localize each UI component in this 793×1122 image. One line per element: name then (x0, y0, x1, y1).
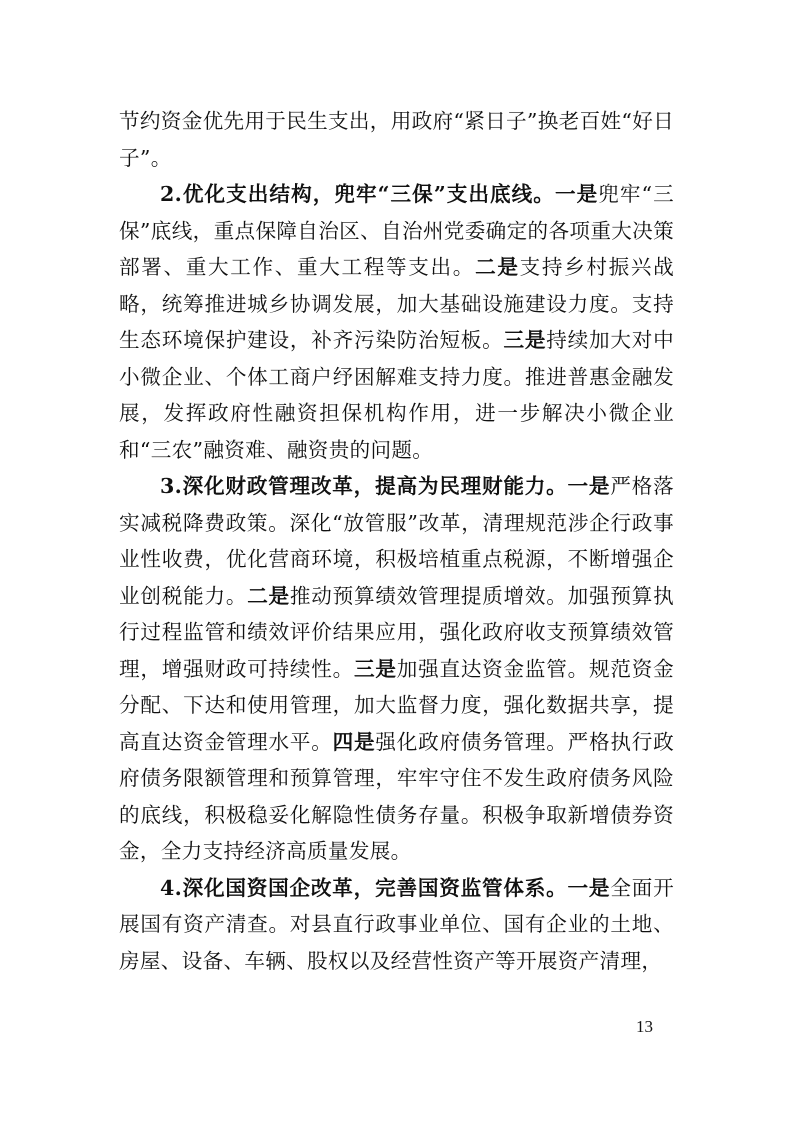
section-heading: 2.优化支出结构，兜牢“三保”支出底线。一是 (160, 182, 599, 206)
enumeration-marker: 二是 (247, 583, 290, 608)
section-heading: 4.深化国资国企改革，完善国资监管体系。一是 (160, 875, 611, 900)
text-run: 推动预算绩效管理提质增效。加强预算执行过程监管和绩效评价结果应用，强化政府收支预算绩效管理，增强财政可持续性。 (119, 583, 674, 681)
enumeration-marker: 三是 (354, 656, 397, 681)
text-run: 严格落实减税降费政策。深化“放管服”改革，清理规范涉企行政事业性收费，优化营商环境，积极培植重点税源，不断增强企业创税能力。 (119, 474, 674, 608)
text-run: 兜牢“三保”底线，重点保障自治区、自治州党委确定的各项重大决策部署、重大工作、重大工程等支出。 (119, 182, 674, 279)
text-run: 持续加大对中小微企业、个体工商户纾困解难支持力度。推进普惠金融发展，发挥政府性融资担保机构作用，进一步解决小微企业和“三农”融资难、融资贵的问题。 (119, 328, 674, 462)
enumeration-marker: 三是 (503, 328, 547, 352)
section-heading: 3.深化财政管理改革，提高为民理财能力。一是 (160, 474, 611, 498)
text-run: 加强直达资金监管。规范资金分配、下达和使用管理，加大监督力度，强化数据共享，提高直达资金管理水平。 (119, 656, 674, 754)
text-run: 全面开展国有资产清查。对县直行政事业单位、国有企业的土地、房屋、设备、车辆、股权以及经营性资产等开展资产清理， (119, 875, 674, 973)
paragraph-fiscal-reform (119, 468, 674, 870)
text-run: 支持乡村振兴战略，统筹推进城乡协调发展，加大基础设施建设力度。支持生态环境保护建设，补齐污染防治短板。 (119, 255, 674, 352)
enumeration-marker: 四是 (332, 729, 376, 754)
paragraph-state-assets-reform (119, 870, 674, 980)
text-run: 强化政府债务管理。严格执行政府债务限额管理和预算管理，牢牢守住不发生政府债务风险的底线，积极稳妥化解隐性债务存量。积极争取新增债券资金，全力支持经济高质量发展。 (119, 729, 674, 863)
paragraph-expenditure-structure (119, 176, 674, 468)
body-text (119, 103, 674, 979)
enumeration-marker: 二是 (475, 255, 520, 279)
text-run: 节约资金优先用于民生支出，用政府“紧日子”换老百姓“好日子”。 (119, 109, 674, 170)
paragraph-continuation (119, 103, 674, 176)
page-number: 13 (636, 1017, 653, 1036)
